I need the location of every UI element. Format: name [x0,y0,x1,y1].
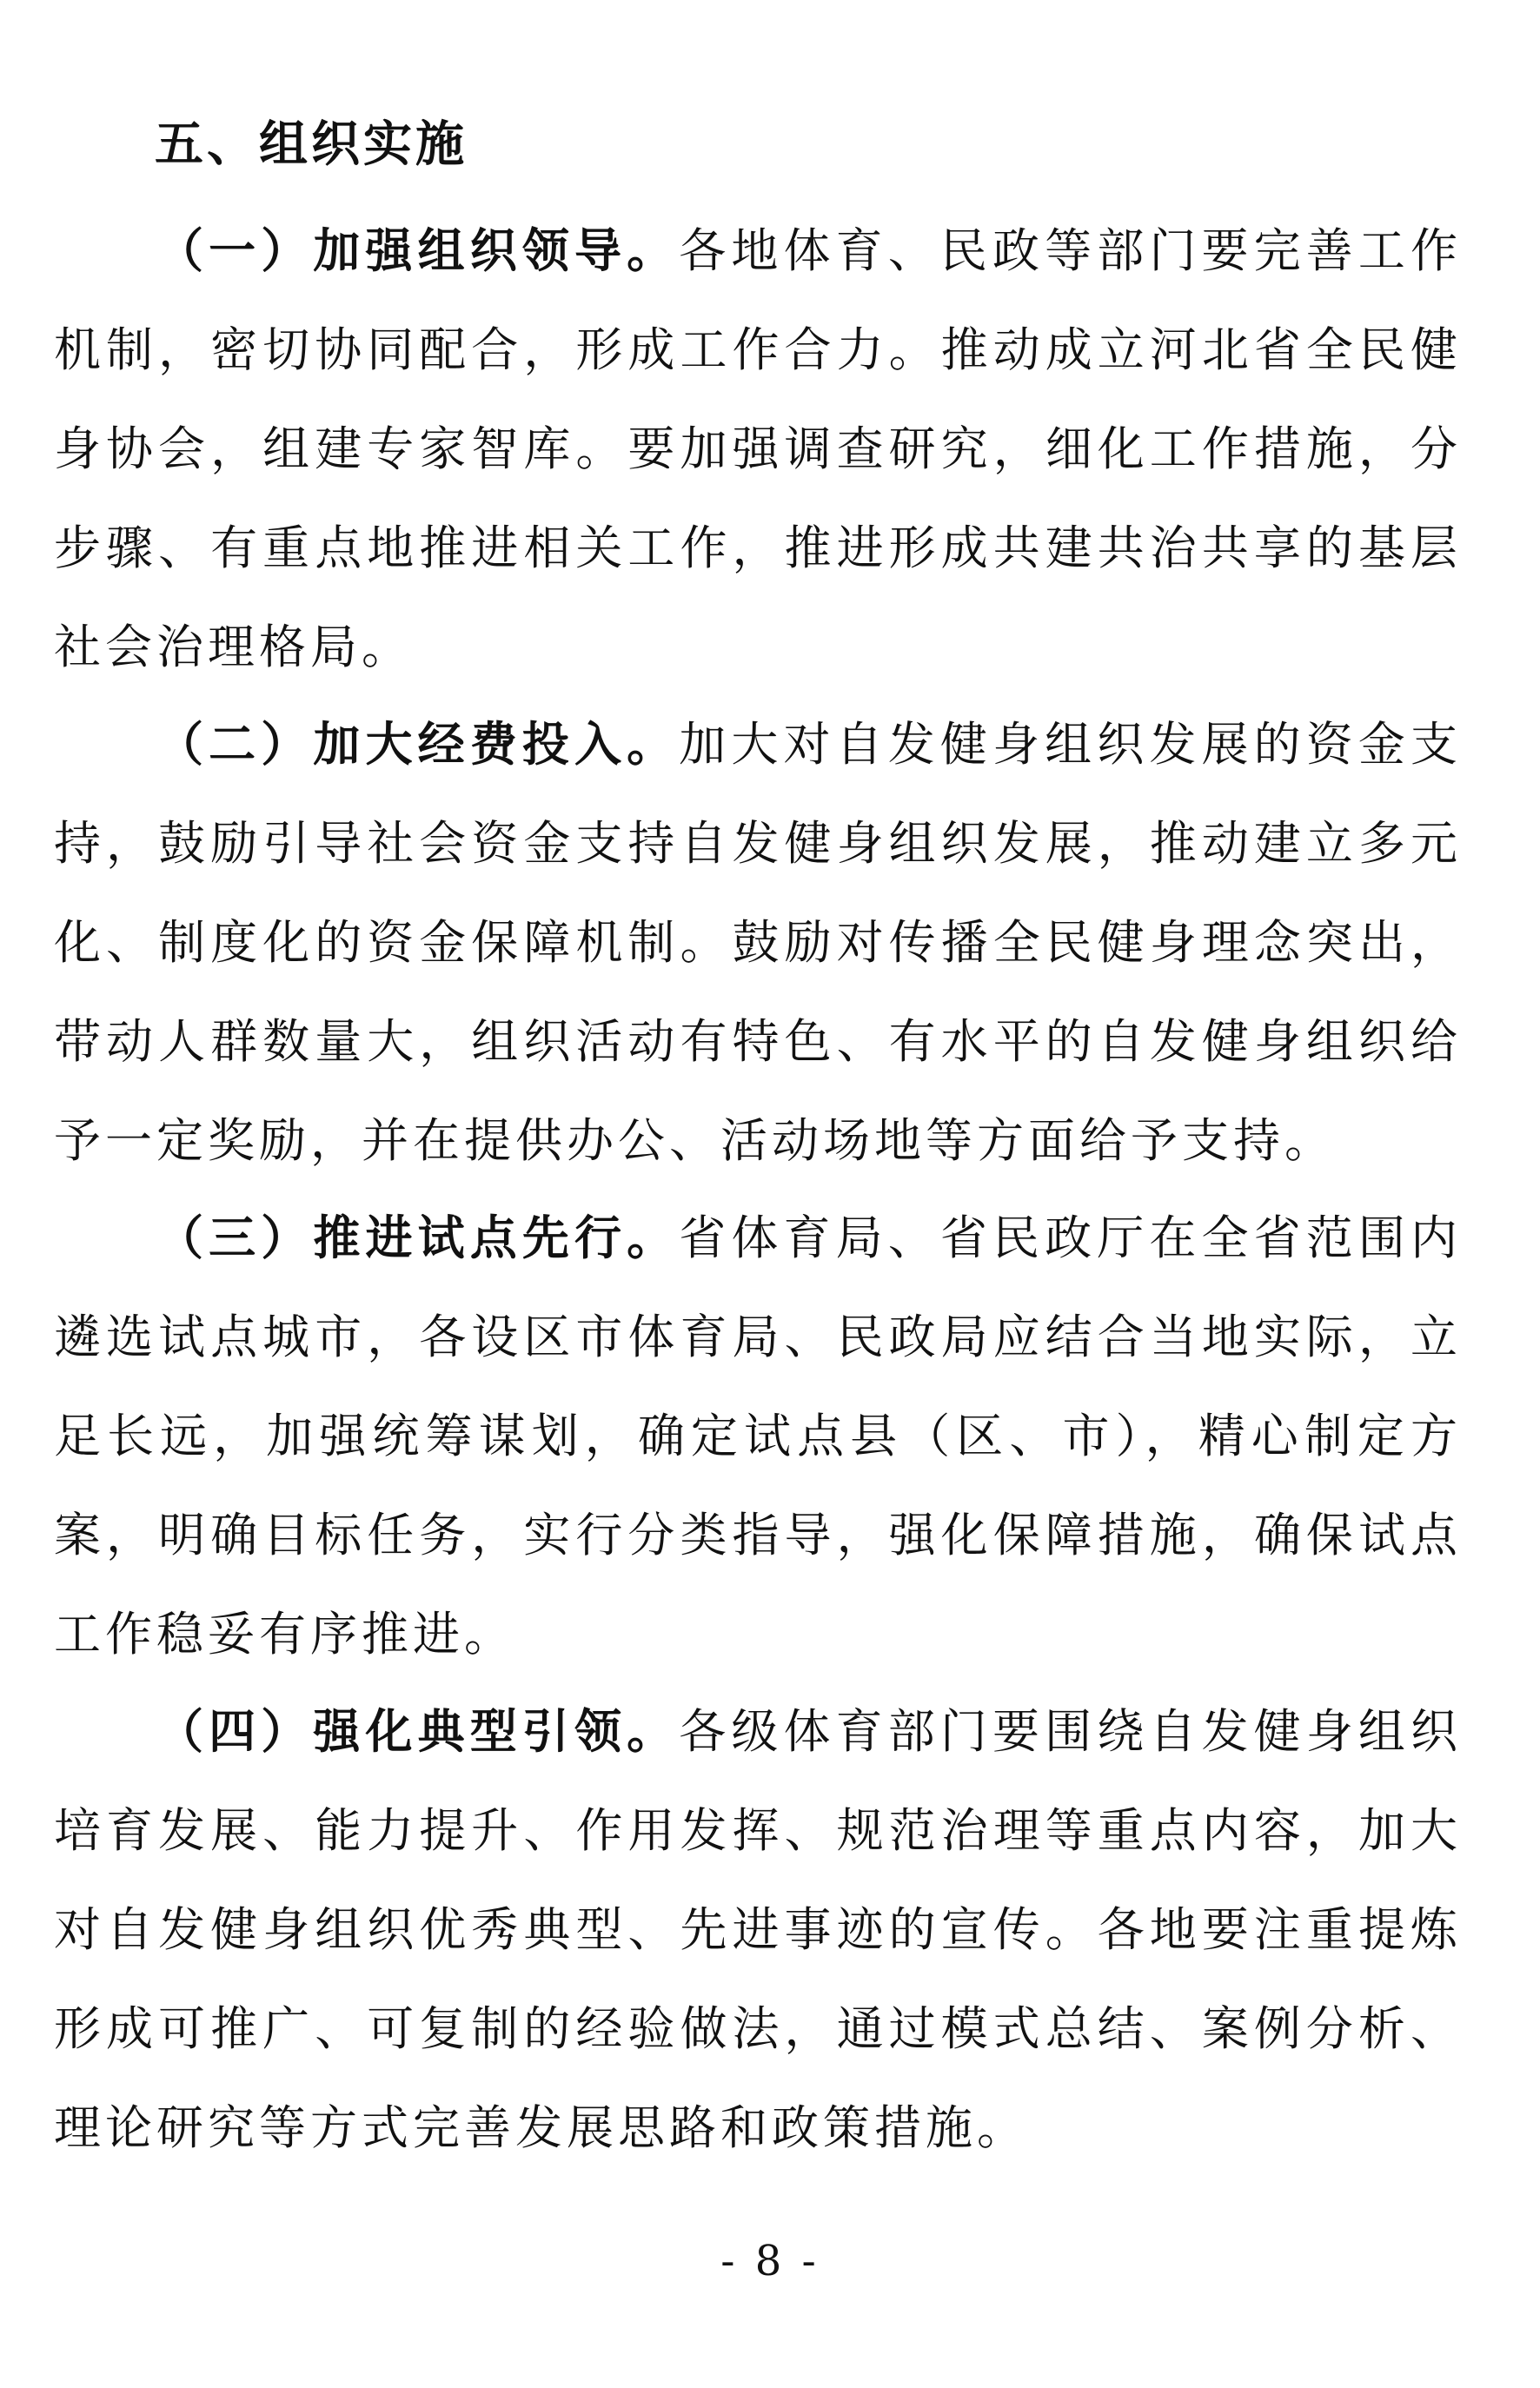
paragraph-body: 加大对自发健身组织发展的资金支持，鼓励引导社会资金支持自发健身组织发展，推动建立多元化、制度化的资金保障机制。鼓励对传播全民健身理念突出，带动人群数量大，组织活动有特色、有水平的自发健身组织给予一定奖励，并在提供办公、活动场地等方面给予支持。 [54,717,1462,1168]
paragraph-body: 省体育局、省民政厅在全省范围内遴选试点城市，各设区市体育局、民政局应结合当地实际，立足长远，加强统筹谋划，确定试点县（区、市），精心制定方案，明确目标任务，实行分类指导，强化保障措施，确保试点工作稳妥有序推进。 [54,1211,1462,1662]
paragraph-organization-leadership [54,202,1462,697]
section-heading: 五、组织实施 [155,116,468,173]
paragraph-lead: （一）加强组织领导。 [156,223,680,278]
paragraph-lead: （四）强化典型引领。 [156,1704,680,1759]
paragraph-funding-input [54,695,1462,1191]
paragraph-pilot-first [54,1189,1462,1684]
paragraph-lead: （二）加大经费投入。 [156,717,680,772]
paragraph-body: 各级体育部门要围绕自发健身组织培育发展、能力提升、作用发挥、规范治理等重点内容，加大对自发健身组织优秀典型、先进事迹的宣传。各地要注重提炼形成可推广、可复制的经验做法，通过模式总结、案例分析、理论研究等方式完善发展思路和政策措施。 [54,1704,1462,2155]
paragraph-model-leadership [54,1682,1462,2178]
paragraph-body: 各地体育、民政等部门要完善工作机制，密切协同配合，形成工作合力。推动成立河北省全民健身协会，组建专家智库。要加强调查研究，细化工作措施，分步骤、有重点地推进相关工作，推进形成共建共治共享的基层社会治理格局。 [54,223,1462,674]
paragraph-lead: （三）推进试点先行。 [156,1211,680,1265]
page-number: - 8 - [720,2237,820,2285]
